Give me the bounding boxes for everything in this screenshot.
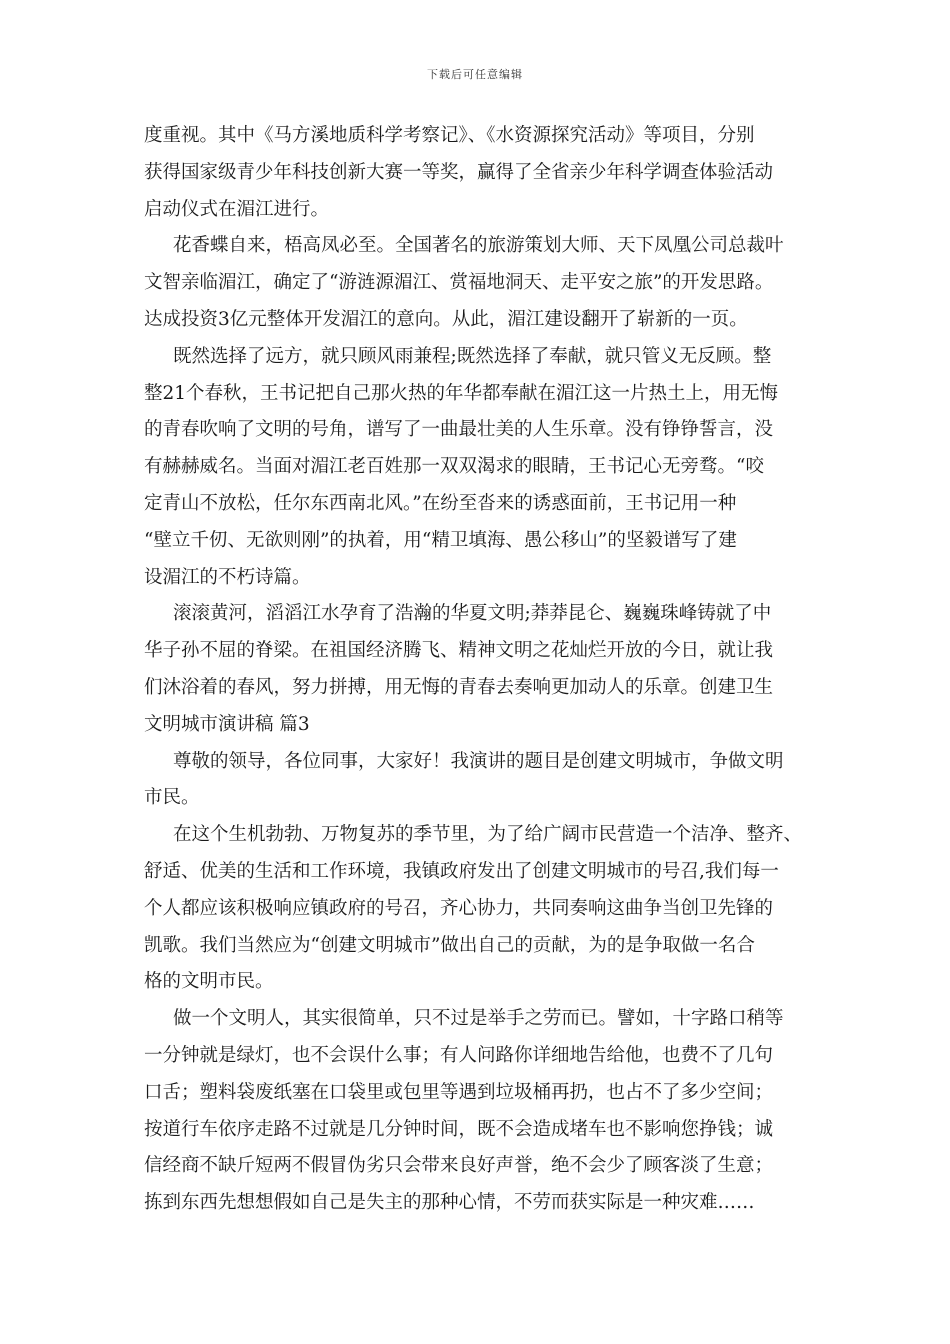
text-line: 有赫赫威名。当面对湄江老百姓那一双双渴求的眼睛，王书记心无旁骛。“咬 (144, 456, 764, 478)
page-header: 下载后可任意编辑 (427, 68, 523, 81)
text-line: 花香蝶自来，梧高凤必至。全国著名的旅游策划大师、天下凤凰公司总裁叶 (173, 235, 784, 257)
text-line: 拣到东西先想想假如自己是失主的那种心情，不劳而获实际是一种灾难…… (144, 1192, 755, 1214)
text-line: 整21个春秋，王书记把自己那火热的年华都奉献在湄江这一片热土上，用无悔 (144, 382, 779, 404)
text-line: 文智亲临湄江，确定了“游涟源湄江、赏福地洞天、走平安之旅”的开发思路。 (144, 272, 774, 294)
text-line: 个人都应该积极响应镇政府的号召，齐心协力，共同奏响这曲争当创卫先锋的 (144, 897, 774, 919)
text-line: 一分钟就是绿灯，也不会误什么事；有人问路你详细地告给他，也费不了几句 (144, 1044, 774, 1066)
text-line: 设湄江的不朽诗篇。 (144, 566, 311, 588)
text-line: 获得国家级青少年科技创新大赛一等奖，赢得了全省亲少年科学调查体验活动 (144, 161, 774, 183)
text-line: 达成投资3亿元整体开发湄江的意向。从此，湄江建设翻开了崭新的一页。 (144, 308, 748, 330)
text-line: 凯歌。我们当然应为“创建文明城市”做出自己的贡献，为的是争取做一名合 (144, 934, 755, 956)
text-line: 市民。 (144, 787, 200, 809)
text-line: 的青春吹响了文明的号角，谱写了一曲最壮美的人生乐章。没有铮铮誓言，没 (144, 419, 774, 441)
text-line: 尊敬的领导，各位同事，大家好！我演讲的题目是创建文明城市，争做文明 (173, 750, 784, 772)
document-body (144, 118, 814, 1222)
text-line: 口舌；塑料袋废纸塞在口袋里或包里等遇到垃圾桶再扔，也占不了多少空间； (144, 1081, 774, 1103)
text-line: 定青山不放松，任尔东西南北风。”在纷至沓来的诱惑面前，王书记用一种 (144, 492, 737, 514)
text-line: 舒适、优美的生活和工作环境，我镇政府发出了创建文明城市的号召,我们每一 (144, 860, 779, 882)
text-line: “壁立千仞、无欲则刚”的执着，用“精卫填海、愚公移山”的坚毅谱写了建 (144, 529, 737, 551)
text-line: 格的文明市民。 (144, 971, 274, 993)
text-line: 滚滚黄河，滔滔江水孕育了浩瀚的华夏文明;莽莽昆仑、巍巍珠峰铸就了中 (173, 603, 772, 625)
text-line: 启动仪式在湄江进行。 (144, 198, 330, 220)
text-line: 做一个文明人，其实很简单，只不过是举手之劳而已。譬如，十字路口稍等 (173, 1008, 784, 1030)
text-line: 在这个生机勃勃、万物复苏的季节里，为了给广阔市民营造一个洁净、整齐、 (173, 824, 803, 846)
text-line: 信经商不缺斤短两不假冒伪劣只会带来良好声誉，绝不会少了顾客淡了生意； (144, 1155, 774, 1177)
text-line: 文明城市演讲稿 篇3 (144, 713, 310, 735)
text-line: 按道行车依序走路不过就是几分钟时间，既不会造成堵车也不影响您挣钱；诚 (144, 1118, 774, 1140)
text-line: 华子孙不屈的脊梁。在祖国经济腾飞、精神文明之花灿烂开放的今日，就让我 (144, 640, 774, 662)
text-line: 既然选择了远方，就只顾风雨兼程;既然选择了奉献，就只管义无反顾。整 (173, 345, 772, 367)
text-line: 度重视。其中《马方溪地质科学考察记》、《水资源探究活动》等项目，分别 (144, 125, 755, 146)
text-line: 们沐浴着的春风，努力拼搏，用无悔的青春去奏响更加动人的乐章。创建卫生 (144, 676, 774, 698)
